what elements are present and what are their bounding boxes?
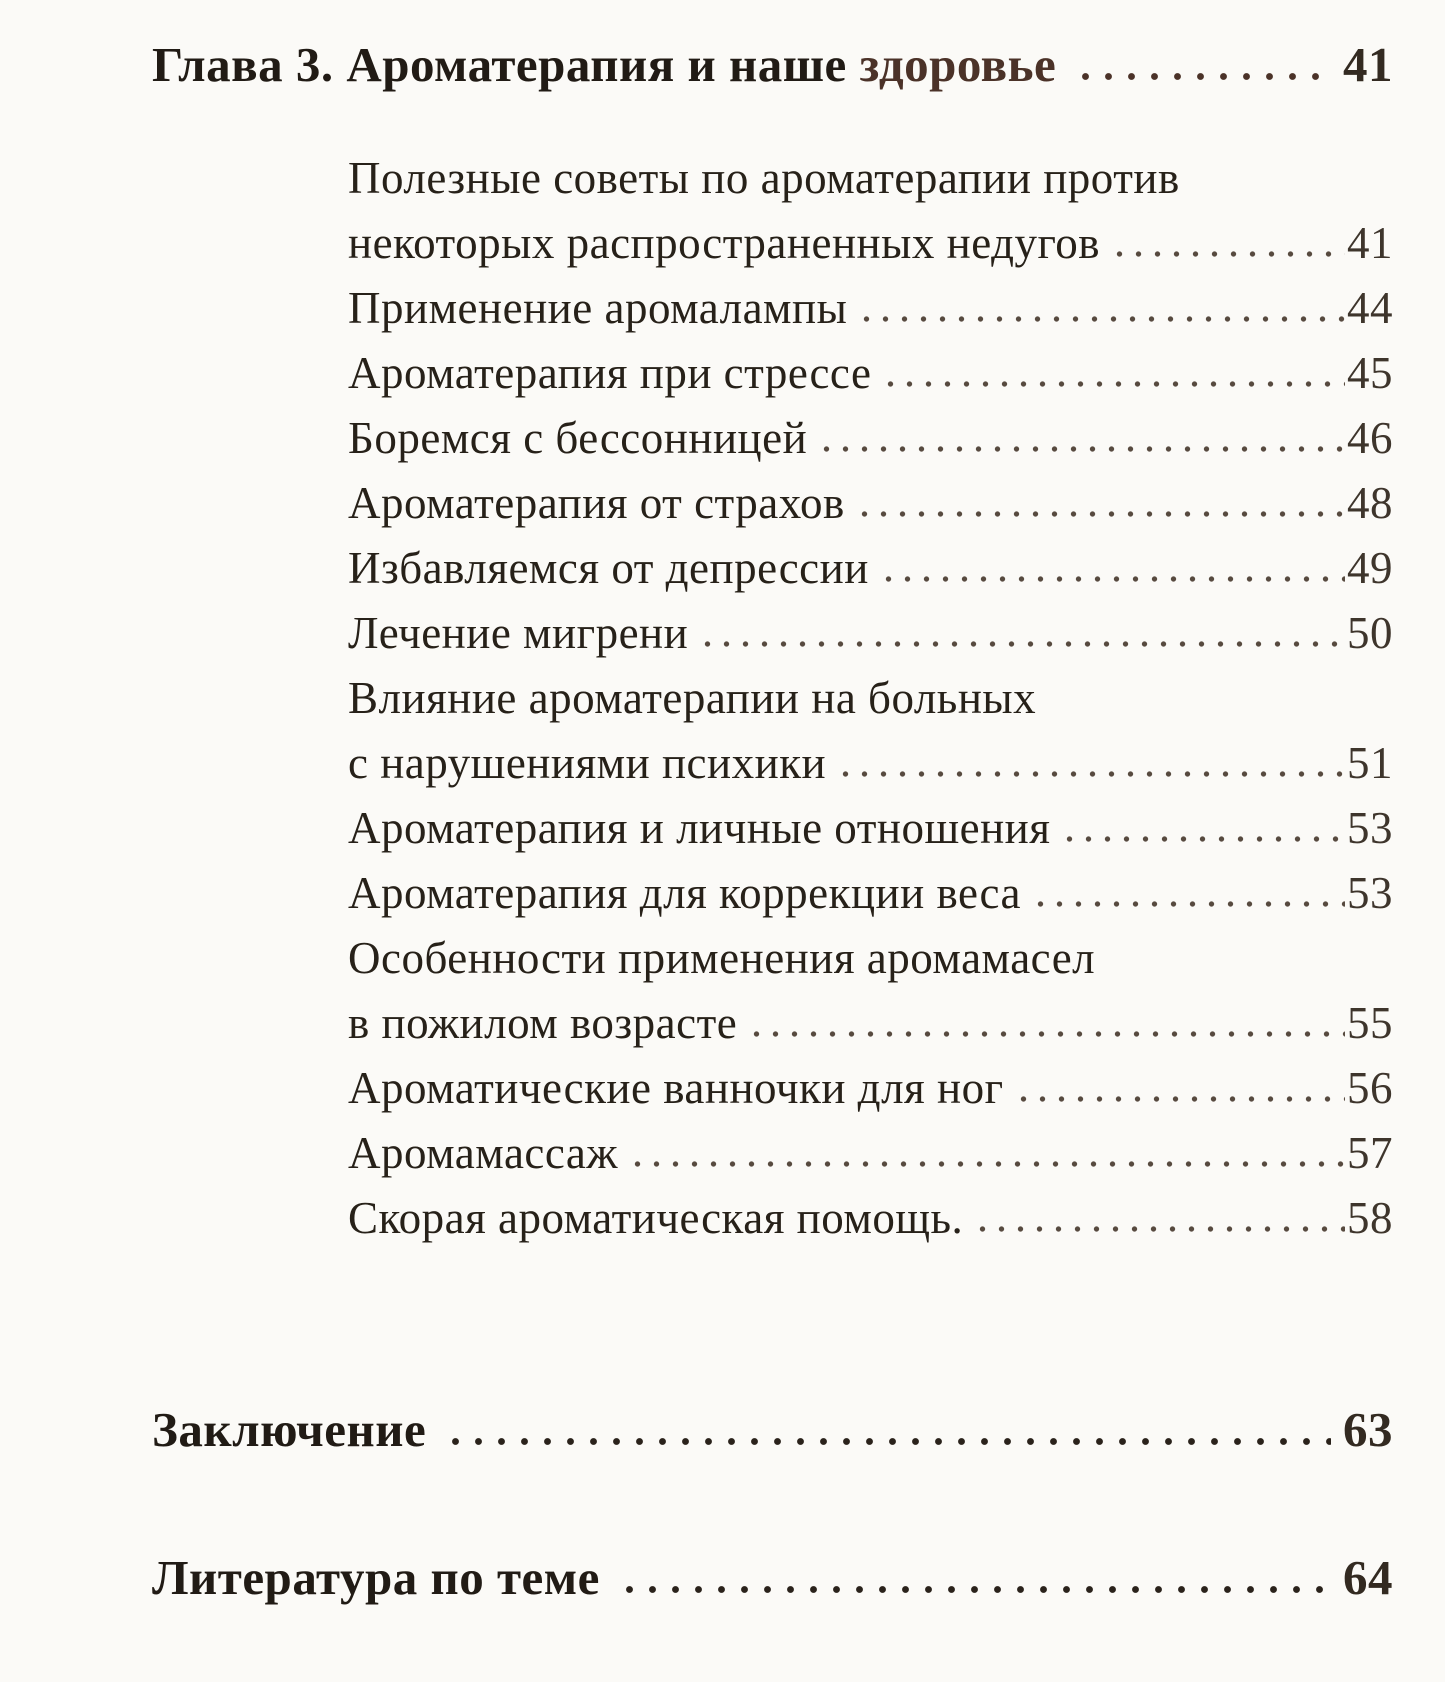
entry-title: Ароматерапия и личные отношения xyxy=(348,803,1051,853)
entry-page-number: 56 xyxy=(1347,1063,1393,1113)
dot-leader xyxy=(444,1437,1331,1446)
entry-title: Ароматические ванночки для ног xyxy=(348,1063,1004,1113)
entry-title: Боремся с бессонницей xyxy=(348,413,808,463)
entry-title: Избавляемся от депрессии xyxy=(348,543,869,593)
toc-entry-line xyxy=(348,861,1393,926)
entry-title: Влияние ароматерапии на больных xyxy=(348,673,1037,723)
toc-entry-line xyxy=(348,536,1393,601)
toc-entry-line xyxy=(348,471,1393,536)
entry-page-number: 41 xyxy=(1347,218,1393,268)
entry-title: в пожилом возрасте xyxy=(348,998,738,1048)
dot-leader xyxy=(1060,835,1345,843)
toc-entry-line xyxy=(348,991,1393,1056)
footer-title: Литература по теме xyxy=(152,1550,600,1605)
dot-leader xyxy=(1014,1095,1345,1103)
dot-leader xyxy=(881,380,1345,388)
entry-page-number: 58 xyxy=(1347,1193,1393,1243)
toc-entries xyxy=(348,146,1393,1251)
toc-entry-line xyxy=(348,926,1393,991)
toc-entry-line xyxy=(348,211,1393,276)
toc-footer-row xyxy=(152,1547,1393,1609)
footer-title: Заключение xyxy=(152,1402,427,1457)
footer-page-number: 64 xyxy=(1343,1550,1393,1605)
toc-entry-line xyxy=(348,601,1393,666)
dot-leader xyxy=(1074,72,1331,81)
entry-page-number: 49 xyxy=(1347,543,1393,593)
entry-title: с нарушениями психики xyxy=(348,738,827,788)
entry-title: некоторых распространенных недугов xyxy=(348,218,1101,268)
entry-page-number: 50 xyxy=(1347,608,1393,658)
toc-footer-row xyxy=(152,1399,1393,1461)
toc-entry-line xyxy=(348,796,1393,861)
toc-entry-line xyxy=(348,341,1393,406)
dot-leader xyxy=(618,1585,1331,1594)
toc-entry-line xyxy=(348,406,1393,471)
chapter-heading-row xyxy=(152,34,1393,96)
dot-leader xyxy=(747,1030,1345,1038)
toc-entry-line xyxy=(348,1186,1393,1251)
chapter-title xyxy=(152,34,1056,96)
entry-page-number: 53 xyxy=(1347,803,1393,853)
entry-page-number: 45 xyxy=(1347,348,1393,398)
dot-leader xyxy=(857,315,1345,323)
toc-entry-line xyxy=(348,731,1393,796)
dot-leader xyxy=(879,575,1345,583)
entry-title: Лечение мигрени xyxy=(348,608,689,658)
entry-page-number: 55 xyxy=(1347,998,1393,1048)
dot-leader xyxy=(1110,250,1345,258)
toc-entry-line xyxy=(348,1121,1393,1186)
toc-entry-line xyxy=(348,666,1393,731)
entry-title: Применение аромалампы xyxy=(348,283,848,333)
footer-page-number: 63 xyxy=(1343,1402,1393,1457)
entry-title: Ароматерапия при стрессе xyxy=(348,348,872,398)
entry-title: Ароматерапия для коррекции веса xyxy=(348,868,1022,918)
dot-leader xyxy=(817,445,1345,453)
chapter-title-accent: здоровье xyxy=(859,37,1057,92)
dot-leader xyxy=(698,640,1345,648)
entry-page-number: 48 xyxy=(1347,478,1393,528)
entry-page-number: 51 xyxy=(1347,738,1393,788)
entry-title: Аромамассаж xyxy=(348,1128,618,1178)
dot-leader xyxy=(855,510,1345,518)
entry-title: Полезные советы по ароматерапии против xyxy=(348,153,1180,203)
toc-entry-line xyxy=(348,276,1393,341)
entry-page-number: 46 xyxy=(1347,413,1393,463)
entry-page-number: 44 xyxy=(1347,283,1393,333)
entry-page-number: 53 xyxy=(1347,868,1393,918)
entry-title: Скорая ароматическая помощь. xyxy=(348,1193,964,1243)
chapter-title-main: Глава 3. Ароматерапия и наше xyxy=(152,37,860,92)
dot-leader xyxy=(1031,900,1345,908)
dot-leader xyxy=(836,770,1345,778)
toc-entry-line xyxy=(348,146,1393,211)
entry-title: Ароматерапия от страхов xyxy=(348,478,845,528)
dot-leader xyxy=(628,1160,1345,1168)
toc-entry-line xyxy=(348,1056,1393,1121)
chapter-page-number: 41 xyxy=(1343,37,1393,92)
entry-title: Особенности применения аромамасел xyxy=(348,933,1096,983)
entry-page-number: 57 xyxy=(1347,1128,1393,1178)
dot-leader xyxy=(973,1225,1345,1233)
toc-footer xyxy=(152,1399,1393,1609)
